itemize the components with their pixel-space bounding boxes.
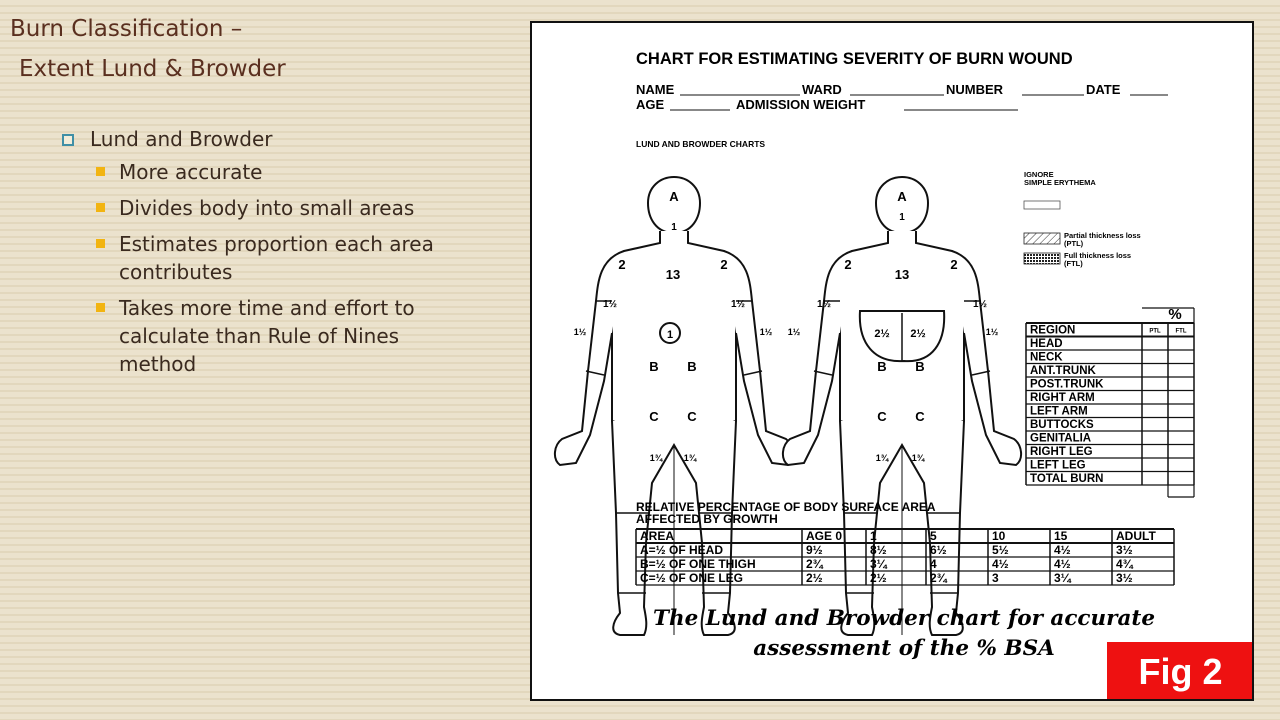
number-label: NUMBER xyxy=(946,82,1004,97)
legend-partial-line2: (PTL) xyxy=(1064,239,1084,248)
front-label-neck: 1 xyxy=(671,222,677,233)
front-label-foot-l: 1¾ xyxy=(683,453,697,463)
sub-bullet xyxy=(96,194,472,222)
growth-cell: 3¼ xyxy=(1054,571,1071,585)
title-line-2: Extent Lund & Browder xyxy=(19,56,286,82)
back-label-thigh-r: B xyxy=(877,359,887,374)
sub-bullet-text: Divides body into small areas xyxy=(119,196,415,220)
region-row-label: RIGHT LEG xyxy=(1030,446,1093,458)
growth-cell: 4 xyxy=(930,557,937,571)
front-label-forearm-r: 1½ xyxy=(603,299,617,310)
back-label-leg-r: C xyxy=(877,409,887,424)
region-col-ptl: PTL xyxy=(1149,328,1161,335)
chart-title: CHART FOR ESTIMATING SEVERITY OF BURN WOUND xyxy=(636,50,1073,68)
growth-header-cell: 5 xyxy=(930,529,937,543)
growth-cell: 6½ xyxy=(930,543,947,557)
date-label: DATE xyxy=(1086,82,1121,97)
legend-full-line1: Full thickness loss xyxy=(1064,251,1132,260)
growth-cell: 4¾ xyxy=(1116,557,1133,571)
fig-label-badge: Fig 2 xyxy=(1107,642,1254,701)
sub-bullet-text: Takes more time and effort to calculate than Rule of Nines method xyxy=(119,296,415,376)
ward-label: WARD xyxy=(802,82,842,97)
front-label-leg-r: C xyxy=(649,409,659,424)
growth-cell: 3½ xyxy=(1116,571,1133,585)
region-row-label: NECK xyxy=(1030,351,1063,364)
growth-cell: 3½ xyxy=(1116,543,1133,557)
back-label-hand-l: 1½ xyxy=(985,327,999,337)
region-row-label: BUTTOCKS xyxy=(1030,419,1094,431)
legend-partial-swatch xyxy=(1024,233,1060,244)
growth-cell: 5½ xyxy=(992,543,1009,557)
front-label-forearm-l: 1½ xyxy=(731,299,745,310)
growth-header-cell: AGE 0 xyxy=(806,529,843,543)
region-row-label: POST.TRUNK xyxy=(1030,378,1104,391)
front-label-upper-arm-r: 2 xyxy=(618,257,626,272)
back-label-upper-arm-r: 2 xyxy=(844,257,852,272)
growth-cell: 2½ xyxy=(870,571,887,585)
growth-cell: 8½ xyxy=(870,543,887,557)
front-label-hand-r: 1½ xyxy=(573,327,587,337)
square-bullet-icon xyxy=(62,134,74,146)
front-label-thigh-l: B xyxy=(687,359,697,374)
region-percent-header: % xyxy=(1168,306,1182,323)
growth-header-cell: 1 xyxy=(870,529,877,543)
square-bullet-icon xyxy=(96,203,105,212)
back-label-buttock-r: 2½ xyxy=(874,328,890,340)
growth-header-cell: 15 xyxy=(1054,529,1068,543)
back-label-thigh-l: B xyxy=(915,359,925,374)
region-row-label: GENITALIA xyxy=(1030,432,1092,445)
legend-blank-swatch xyxy=(1024,201,1060,209)
region-header: REGION xyxy=(1030,324,1076,337)
legend-full-swatch xyxy=(1024,253,1060,264)
section-label: LUND AND BROWDER CHARTS xyxy=(636,139,766,149)
back-label-head: A xyxy=(897,189,907,204)
name-label: NAME xyxy=(636,82,675,97)
square-bullet-icon xyxy=(96,303,105,312)
bullet-list xyxy=(62,124,472,386)
caption-line-2: assessment of the % BSA xyxy=(753,636,1055,661)
sub-bullet-text: Estimates proportion each area contributes xyxy=(119,232,434,284)
region-row-label: RIGHT ARM xyxy=(1030,392,1095,404)
front-label-thigh-r: B xyxy=(649,359,659,374)
age-label: AGE xyxy=(636,97,665,112)
back-label-leg-l: C xyxy=(915,409,925,424)
growth-cell: 3¼ xyxy=(870,557,887,571)
front-label-leg-l: C xyxy=(687,409,697,424)
growth-cell: 4½ xyxy=(1054,543,1071,557)
region-table xyxy=(1026,306,1194,497)
front-label-trunk: 13 xyxy=(665,267,681,282)
growth-header-cell: 10 xyxy=(992,529,1006,543)
growth-header-cell: ADULT xyxy=(1116,529,1156,543)
front-label-genitalia: 1 xyxy=(666,329,674,341)
region-row-label: LEFT LEG xyxy=(1030,459,1086,472)
back-label-hand-r: 1½ xyxy=(787,327,801,337)
growth-cell: 3 xyxy=(992,571,999,585)
back-label-foot-l: 1¾ xyxy=(911,453,925,463)
growth-title-line2: AFFECTED BY GROWTH xyxy=(636,512,778,526)
front-label-upper-arm-l: 2 xyxy=(720,257,728,272)
back-label-forearm-r: 1½ xyxy=(817,299,831,310)
caption-line-1: The Lund and Browder chart for accurate xyxy=(652,606,1156,631)
burn-chart-scan xyxy=(532,23,1252,699)
growth-cell: 4½ xyxy=(1054,557,1071,571)
growth-header-cell: AREA xyxy=(640,529,675,543)
sub-bullet xyxy=(96,294,472,378)
growth-cell: C=½ OF ONE LEG xyxy=(640,571,744,585)
back-label-buttock-l: 2½ xyxy=(910,328,926,340)
growth-title-line1: RELATIVE PERCENTAGE OF BODY SURFACE AREA xyxy=(636,500,936,514)
growth-cell: 9½ xyxy=(806,543,823,557)
legend-ignore-line2: SIMPLE ERYTHEMA xyxy=(1024,178,1096,187)
front-label-hand-l: 1½ xyxy=(759,327,773,337)
front-label-foot-r: 1¾ xyxy=(649,453,663,463)
growth-cell: 4½ xyxy=(992,557,1009,571)
front-label-head: A xyxy=(669,189,679,204)
back-label-trunk: 13 xyxy=(894,267,910,282)
square-bullet-icon xyxy=(96,167,105,176)
legend-partial-line1: Partial thickness loss xyxy=(1064,231,1141,240)
sub-bullet xyxy=(96,158,472,186)
legend-full-line2: (FTL) xyxy=(1064,259,1083,268)
back-label-neck: 1 xyxy=(899,212,905,223)
region-row-label: TOTAL BURN xyxy=(1030,473,1104,485)
bullet-main xyxy=(62,124,472,154)
lund-browder-figure xyxy=(530,21,1254,701)
growth-cell: 2¾ xyxy=(930,571,947,585)
region-row-label: ANT.TRUNK xyxy=(1030,365,1096,377)
back-label-forearm-l: 1½ xyxy=(973,299,987,310)
bullet-main-text: Lund and Browder xyxy=(90,127,273,151)
growth-cell: 2¾ xyxy=(806,557,823,571)
back-label-foot-r: 1¾ xyxy=(875,453,889,463)
slide-title xyxy=(10,9,286,89)
title-line-1: Burn Classification – xyxy=(10,16,243,42)
sub-bullet-text: More accurate xyxy=(119,160,263,184)
growth-cell: B=½ OF ONE THIGH xyxy=(640,557,756,571)
growth-cell: A=½ OF HEAD xyxy=(640,543,724,557)
growth-cell: 2½ xyxy=(806,571,823,585)
square-bullet-icon xyxy=(96,239,105,248)
region-row-label: LEFT ARM xyxy=(1030,405,1088,418)
region-col-ftl: FTL xyxy=(1175,328,1187,335)
weight-label: ADMISSION WEIGHT xyxy=(736,97,866,112)
back-label-upper-arm-l: 2 xyxy=(950,257,958,272)
legend-ignore-line1: IGNORE xyxy=(1024,170,1054,179)
region-row-label: HEAD xyxy=(1030,338,1063,350)
sub-bullet xyxy=(96,230,472,286)
